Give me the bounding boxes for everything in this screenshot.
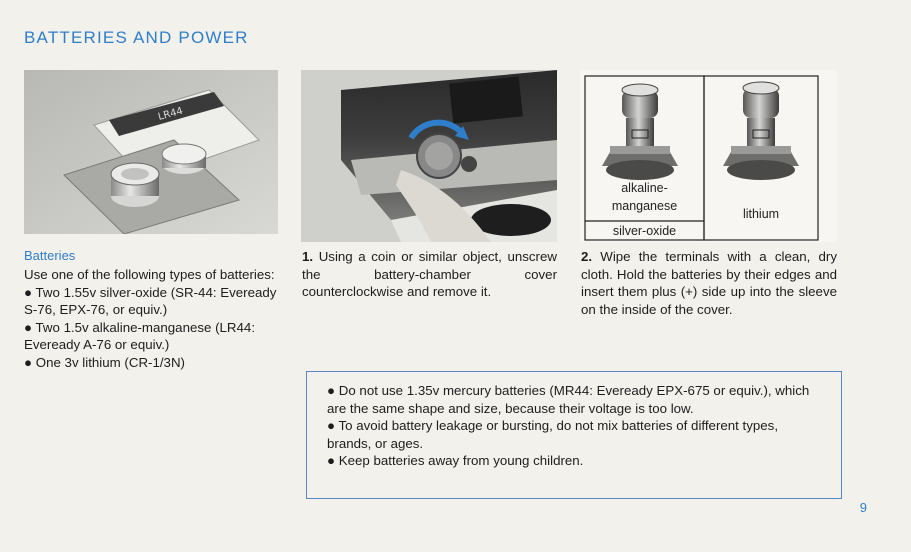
batteries-section bbox=[24, 266, 280, 372]
warning-list bbox=[327, 382, 817, 470]
silver-oxide-label: silver-oxide bbox=[612, 224, 677, 238]
page-number: 9 bbox=[859, 500, 867, 515]
battery-insertion-diagram bbox=[580, 70, 837, 242]
battery-type-item: ● One 3v lithium (CR-1/3N) bbox=[24, 354, 185, 370]
step-2-body: Wipe the terminals with a clean, dry cloth. Hold the batteries by their edges and insert them plus (+) side up into the sleeve on the inside of the cover. bbox=[581, 249, 837, 317]
step-1-number: 1. bbox=[302, 249, 314, 264]
batteries-subheading: Batteries bbox=[24, 248, 76, 263]
battery-packages-photo bbox=[24, 70, 278, 234]
warning-item: ● To avoid battery leakage or bursting, do not mix batteries of different types, brands, or ages. bbox=[327, 418, 779, 451]
alkaline-manganese-label: alkaline- manganese bbox=[611, 181, 678, 213]
warning-item: ● Keep batteries away from young children. bbox=[327, 453, 584, 469]
warning-box bbox=[306, 371, 842, 499]
step-2-text bbox=[581, 248, 837, 318]
step-1-body: Using a coin or similar object, unscrew the battery-chamber cover counterclockwise and remove it. bbox=[302, 249, 557, 300]
step-2-number: 2. bbox=[581, 249, 593, 264]
battery-type-item: ● Two 1.5v alkaline-manganese (LR44: Eveready A-76 or equiv.) bbox=[24, 319, 256, 353]
page-title: BATTERIES AND POWER bbox=[24, 28, 249, 47]
svg-text:LR44: LR44 bbox=[156, 105, 185, 123]
warning-item: ● Do not use 1.35v mercury batteries (MR44: Eveready EPX-675 or equiv.), which are the same shape and size, because their voltage is too low. bbox=[327, 383, 810, 416]
batteries-intro: Use one of the following types of batteries: bbox=[24, 267, 275, 282]
battery-type-item: ● Two 1.55v silver-oxide (SR-44: Eveready S-76, EPX-76, or equiv.) bbox=[24, 284, 277, 318]
lithium-label: lithium bbox=[742, 207, 780, 221]
camera-coin-photo bbox=[301, 70, 557, 242]
step-1-text bbox=[302, 248, 557, 301]
